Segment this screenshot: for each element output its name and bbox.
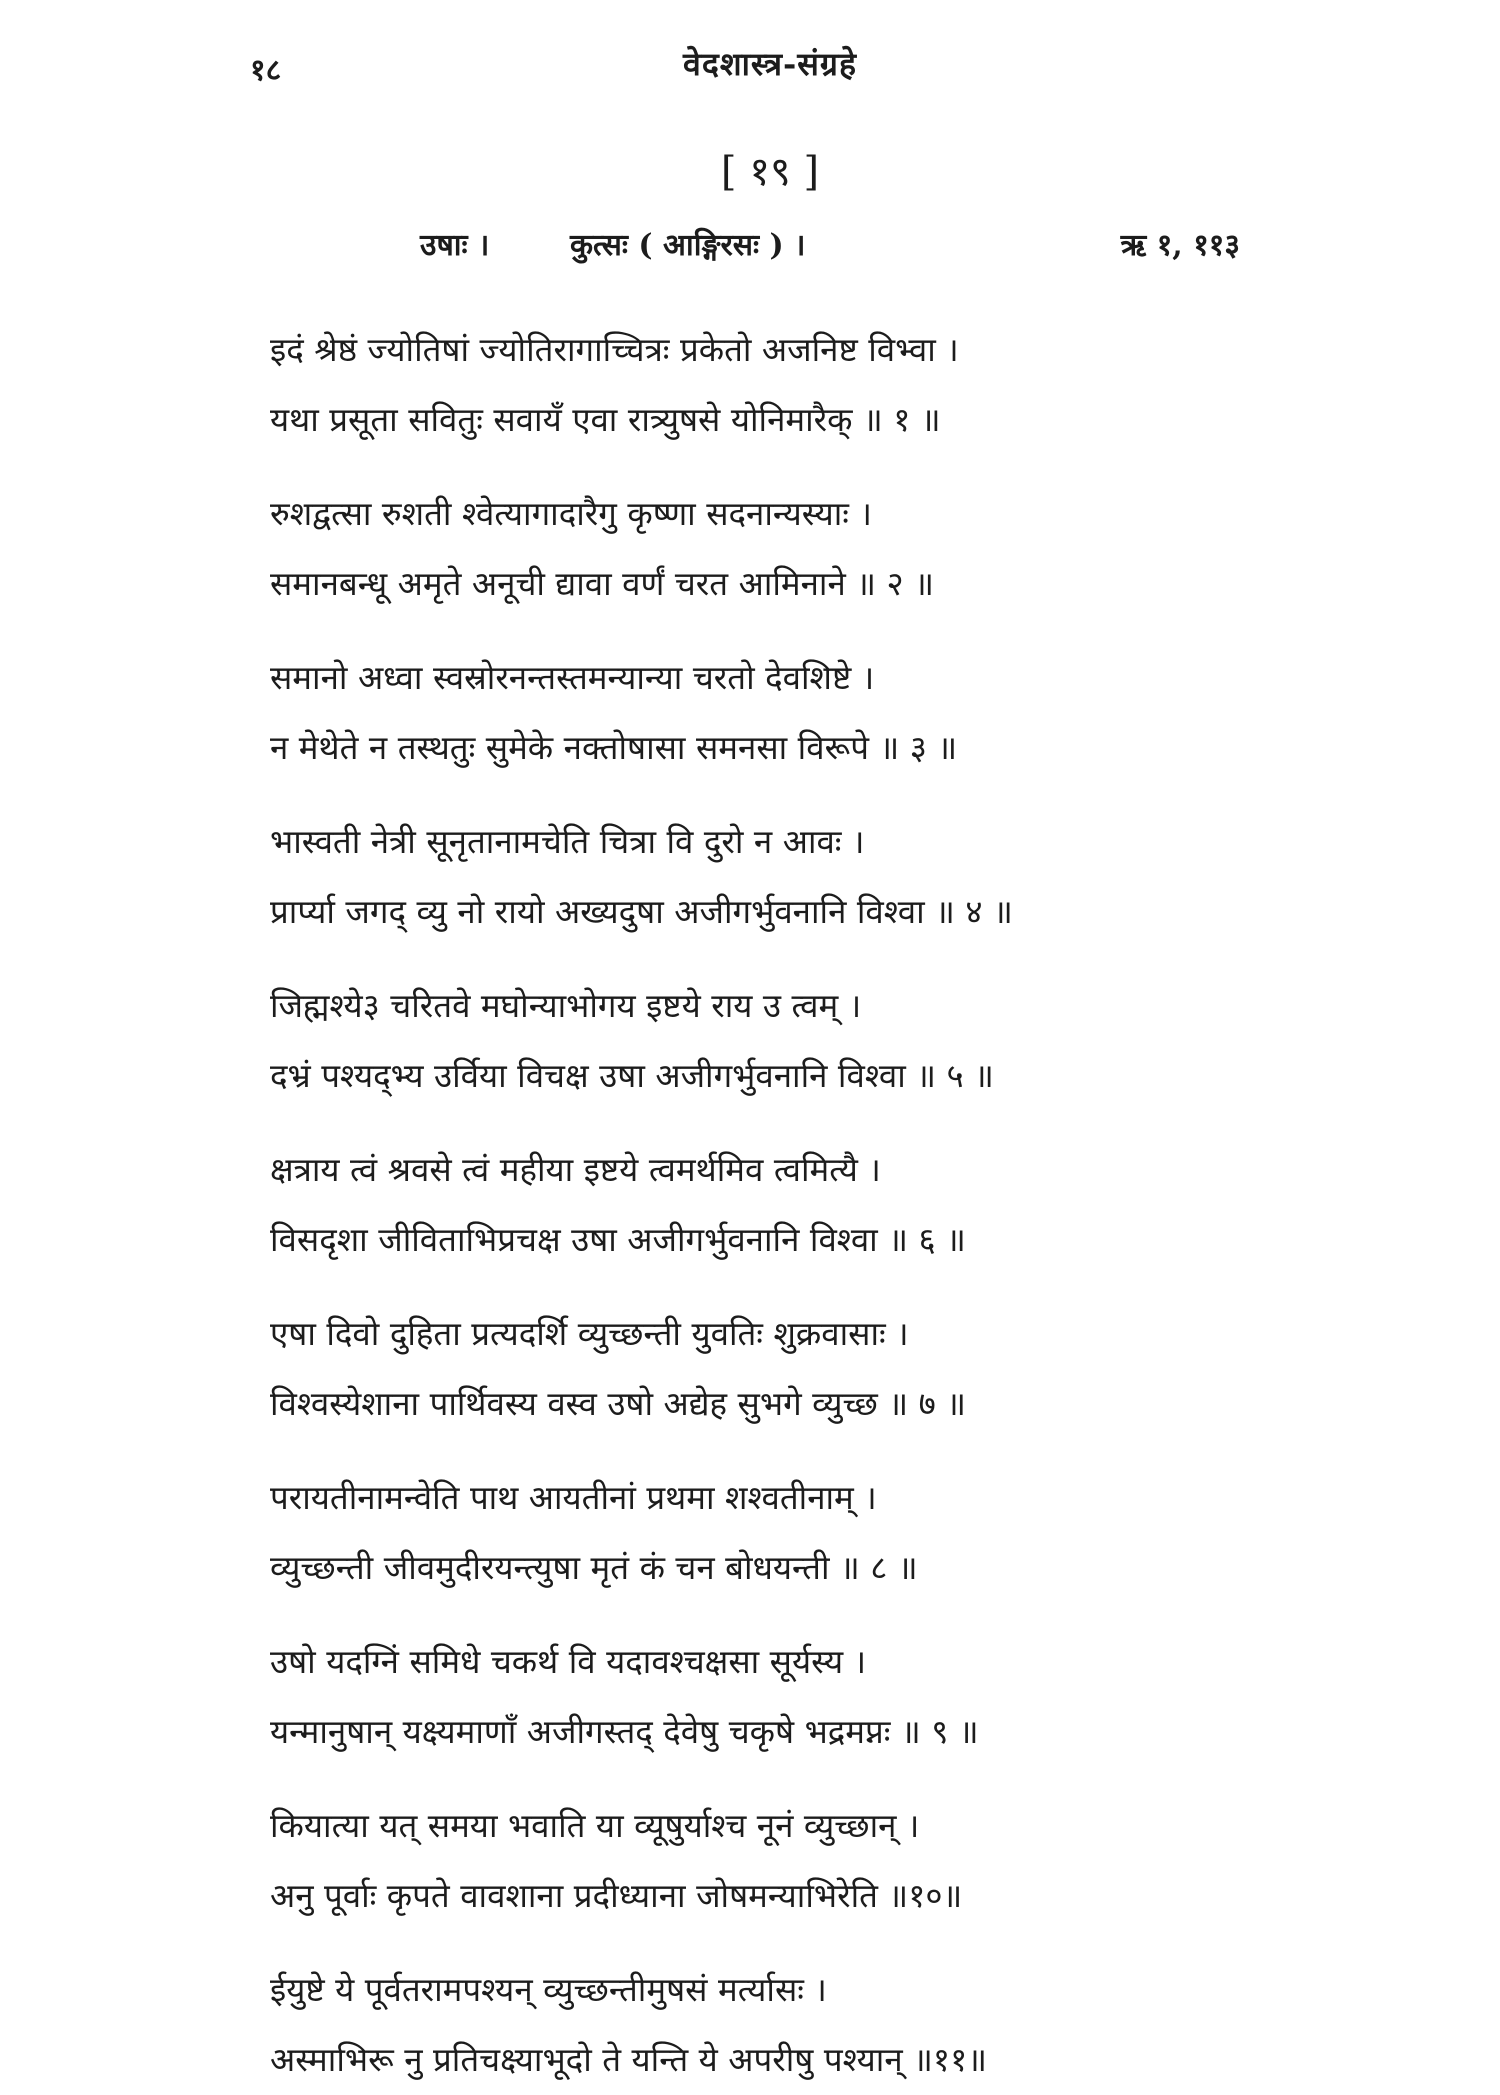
verse-3 xyxy=(270,643,1270,783)
verse-line: विसदृशा जीविताभिप्रचक्ष उषा अजीगर्भुवनानि विश्वा ॥ ६ ॥ xyxy=(270,1220,966,1259)
verse-line: विश्वस्येशाना पार्थिवस्य वस्व उषो अद्येह सुभगे व्युच्छ ॥ ७ ॥ xyxy=(270,1384,966,1423)
verse-line: इदं श्रेष्ठं ज्योतिषां ज्योतिरागाच्चित्रः प्रकेतो अजनिष्ट विभ्वा । xyxy=(270,330,959,369)
verse-line: समानो अध्वा स्वस्रोरनन्तस्तमन्यान्या चरतो देवशिष्टे । xyxy=(270,658,875,697)
page-number: १८ xyxy=(250,53,282,88)
verse-5 xyxy=(270,971,1270,1111)
verse-line: अनु पूर्वाः कृपते वावशाना प्रदीध्याना जोषमन्याभिरेति ॥१०॥ xyxy=(270,1876,963,1915)
verse-line: प्रार्प्या जगद् व्यु नो रायो अख्यदुषा अजीगर्भुवनानि विश्वा ॥ ४ ॥ xyxy=(270,892,1013,931)
verse-line: दभ्रं पश्यद्भ्य उर्विया विचक्ष उषा अजीगर्भुवनानि विश्वा ॥ ५ ॥ xyxy=(270,1056,994,1095)
verse-line: कियात्या यत् समया भवाति या व्यूषुर्याश्च नूनं व्युच्छान् । xyxy=(270,1806,920,1845)
verse-list xyxy=(270,315,1270,2095)
verse-line: समानबन्धू अमृते अनूची द्यावा वर्णं चरत आमिनाने ॥ २ ॥ xyxy=(270,564,934,603)
verse-6 xyxy=(270,1135,1270,1275)
verse-line: एषा दिवो दुहिता प्रत्यदर्शि व्युच्छन्ती युवतिः शुक्रवासाः । xyxy=(270,1314,909,1353)
verse-line: यन्मानुषान् यक्ष्यमाणाँ अजीगस्तद् देवेषु चकृषे भद्रमप्नः ॥ ९ ॥ xyxy=(270,1712,979,1751)
book-page xyxy=(250,30,1270,2079)
verse-line: ईयुष्टे ये पूर्वतरामपश्यन् व्युच्छन्तीमुषसं मर्त्यासः । xyxy=(270,1970,827,2009)
verse-line: रुशद्वत्सा रुशती श्वेत्यागादारैगु कृष्णा सदनान्यस्याः । xyxy=(270,494,872,533)
verse-line: क्षत्राय त्वं श्रवसे त्वं महीया इष्टये त्वमर्थमिव त्वमित्यै । xyxy=(270,1150,881,1189)
hymn-deity: उषाः । xyxy=(420,228,490,263)
verse-line: उषो यदग्निं समिधे चकर्थ वि यदावश्चक्षसा सूर्यस्य । xyxy=(270,1642,867,1681)
verse-8 xyxy=(270,1463,1270,1603)
verse-line: व्युच्छन्ती जीवमुदीरयन्त्युषा मृतं कं चन बोधयन्ती ॥ ८ ॥ xyxy=(270,1548,918,1587)
verse-4 xyxy=(270,807,1270,947)
verse-line: जिह्मश्ये३ चरितवे मघोन्याभोगय इष्टये राय उ त्वम् । xyxy=(270,986,862,1025)
verse-1 xyxy=(270,315,1270,455)
verse-7 xyxy=(270,1299,1270,1439)
verse-line: अस्माभिरू नु प्रतिचक्ष्याभूदो ते यन्ति ये अपरीषु पश्यान् ॥११॥ xyxy=(270,2040,987,2079)
verse-11 xyxy=(270,1955,1270,2095)
verse-line: न मेथेते न तस्थतुः सुमेके नक्तोषासा समनसा विरूपे ॥ ३ ॥ xyxy=(270,728,958,767)
verse-line: परायतीनामन्वेति पाथ आयतीनां प्रथमा शश्वतीनाम् । xyxy=(270,1478,877,1517)
page-header xyxy=(250,30,1270,90)
verse-9 xyxy=(270,1627,1270,1767)
verse-line: यथा प्रसूता सवितुः सवायँ एवा रात्र्युषसे योनिमारैक् ॥ १ ॥ xyxy=(270,400,941,439)
hymn-metadata xyxy=(270,223,1270,275)
verse-10 xyxy=(270,1791,1270,1931)
hymn-reference: ऋ १, ११३ xyxy=(1120,228,1240,263)
verse-2 xyxy=(270,479,1270,619)
verse-line: भास्वती नेत्री सूनृतानामचेति चित्रा वि दुरो न आवः । xyxy=(270,822,865,861)
hymn-seer: कुत्सः ( आङ्गिरसः ) । xyxy=(570,228,806,263)
running-title: वेदशास्त्र-संग्रहे xyxy=(683,45,857,83)
hymn-number: [ १९ ] xyxy=(720,149,820,195)
